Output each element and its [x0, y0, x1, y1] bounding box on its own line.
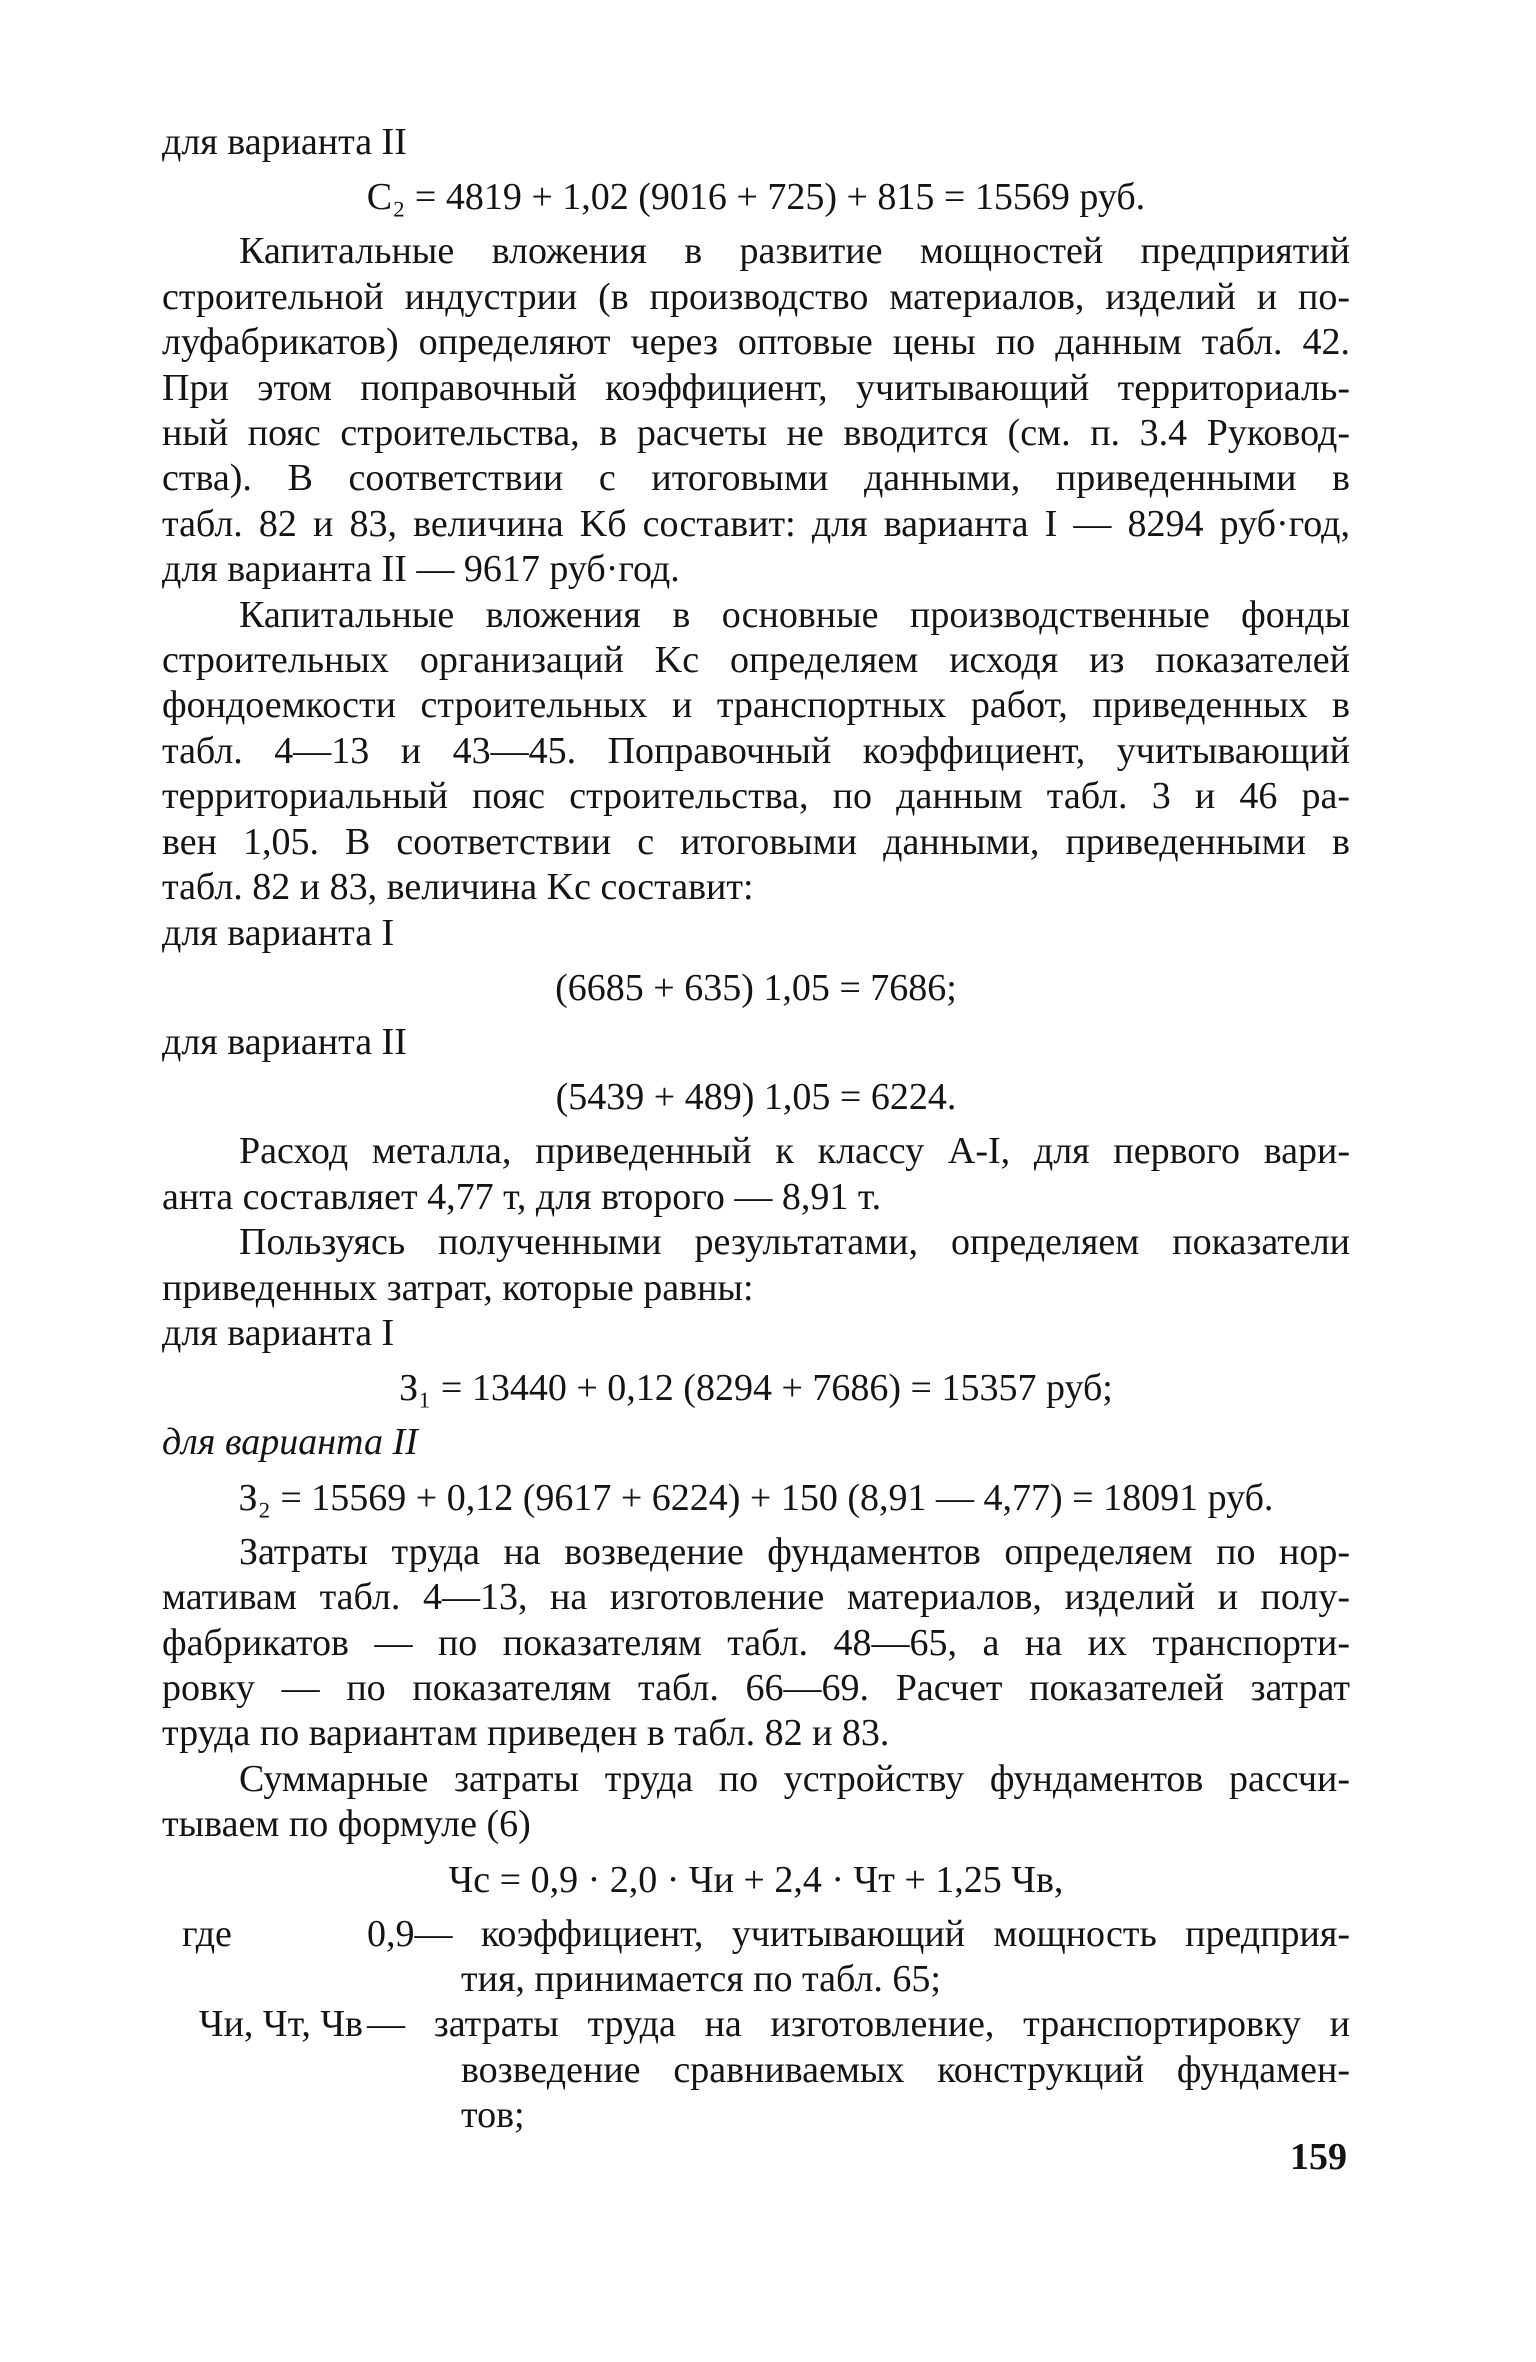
text-line: мативам табл. 4—13, на изготовление материалов, изделий и полу-: [162, 1576, 1350, 1619]
text-line: ный пояс строительства, в расчеты не вводится (см. п. 3.4 Руковод-: [162, 412, 1350, 455]
variant-label: для варианта II: [162, 121, 407, 163]
legend-where: [162, 1912, 367, 2003]
text-line: Капитальные вложения в основные производственные фонды: [239, 593, 1350, 636]
equation-kc-variant-1: (6685 + 635) 1,05 = 7686;: [555, 966, 957, 1009]
text-line: Пользуясь полученными результатами, определяем показатели: [239, 1221, 1350, 1264]
text-line: строительной индустрии (в производство материалов, изделий и по-: [162, 275, 1350, 318]
text-line: приведенных затрат, которые равны:: [162, 1266, 754, 1309]
variant-label: для варианта I: [162, 911, 395, 954]
legend-line: тия, принимается по табл. 65;: [461, 1958, 941, 2000]
legend-line: тов;: [461, 2094, 525, 2137]
text-line: фондоемкости строительных и транспортных работ, приведенных в: [162, 684, 1350, 727]
formula-legend: [162, 1912, 1350, 2139]
paragraph-reduced-costs: [162, 1220, 1350, 1311]
text-line: Капитальные вложения в развитие мощностей предприятий: [239, 230, 1350, 273]
text-line: Суммарные затраты труда по устройству фундаментов рассчи-: [239, 1757, 1350, 1800]
paragraph-capital-investment-fixed-assets: [162, 593, 1350, 911]
text-line: ровку — по показателям табл. 66—69. Расчет показателей затрат: [162, 1666, 1350, 1709]
paragraph-total-labor: [162, 1757, 1350, 1848]
text-line: территориальный пояс строительства, по данным табл. 3 и 46 ра-: [162, 775, 1350, 818]
text-line: ства). В соответствии с итоговыми данными, приведенными в: [162, 457, 1350, 500]
text-line: труда по вариантам приведен в табл. 82 и 83.: [162, 1712, 890, 1755]
text-line: табл. 82 и 83, величина Kб составит: для варианта I — 8294 руб·год,: [162, 502, 1350, 545]
page-number: 159: [1290, 2136, 1347, 2178]
variant-label: для варианта I: [162, 1311, 395, 1354]
text-line: фабрикатов — по показателям табл. 48—65, а на их транспорти-: [162, 1621, 1350, 1664]
text-line: анта составляет 4,77 т, для второго — 8,91 т.: [162, 1175, 882, 1218]
legend-symbol: 0,9: [367, 1912, 415, 1955]
text-line: для варианта II — 9617 руб·год.: [162, 548, 680, 591]
variant-label: для варианта II: [162, 1020, 407, 1063]
equation-z1: З₁ = 13440 + 0,12 (8294 + 7686) = 15357 руб;: [399, 1367, 1113, 1410]
equation-c2: C₂ = 4819 + 1,02 (9016 + 725) + 815 = 15569 руб.: [366, 176, 1146, 219]
text-line: луфабрикатов) определяют через оптовые цены по данным табл. 42.: [162, 321, 1350, 364]
equation-labor-total: Чс = 0,9 · 2,0 · Чи + 2,4 · Чт + 1,25 Чв,: [448, 1858, 1064, 1901]
text-line: вен 1,05. В соответствии с итоговыми данными, приведенными в: [162, 820, 1350, 863]
legend-line: возведение сравниваемых конструкций фундамен-: [461, 2048, 1350, 2091]
page-body: [162, 120, 1350, 2139]
legend-line: — затраты труда на изготовление, транспортировку и: [367, 2003, 1350, 2046]
text-line: При этом поправочный коэффициент, учитывающий территориаль-: [162, 366, 1350, 409]
equation-z2: З₂ = 15569 + 0,12 (9617 + 6224) + 150 (8,91 — 4,77) = 18091 руб.: [238, 1476, 1274, 1519]
text-line: строительных организаций Kс определяем исходя из показателей: [162, 639, 1350, 682]
text-line: табл. 82 и 83, величина Kс составит:: [162, 866, 754, 909]
paragraph-capital-investment-industry: [162, 229, 1350, 592]
text-line: Затраты труда на возведение фундаментов определяем по нор-: [239, 1530, 1350, 1573]
legend-entry: [367, 1912, 1350, 2003]
where-label: где: [182, 1912, 232, 1955]
text-line: Расход металла, приведенный к классу A-I, для первого вари-: [239, 1130, 1350, 1173]
legend-symbol: Чи, Чт, Чв: [198, 2003, 363, 2046]
text-line: табл. 4—13 и 43—45. Поправочный коэффициент, учитывающий: [162, 729, 1350, 772]
variant-label: для варианта II: [162, 1421, 418, 1464]
legend-text: — коэффициент, учитывающий мощность предприя-: [414, 1912, 1350, 1955]
paragraph-labor-costs: [162, 1530, 1350, 1757]
text-line: тываем по формуле (6): [162, 1803, 531, 1846]
paragraph-metal-consumption: [162, 1129, 1350, 1220]
legend-entry: [367, 2002, 1350, 2138]
equation-kc-variant-2: (5439 + 489) 1,05 = 6224.: [555, 1076, 957, 1119]
legend-line: [367, 1912, 1350, 1957]
